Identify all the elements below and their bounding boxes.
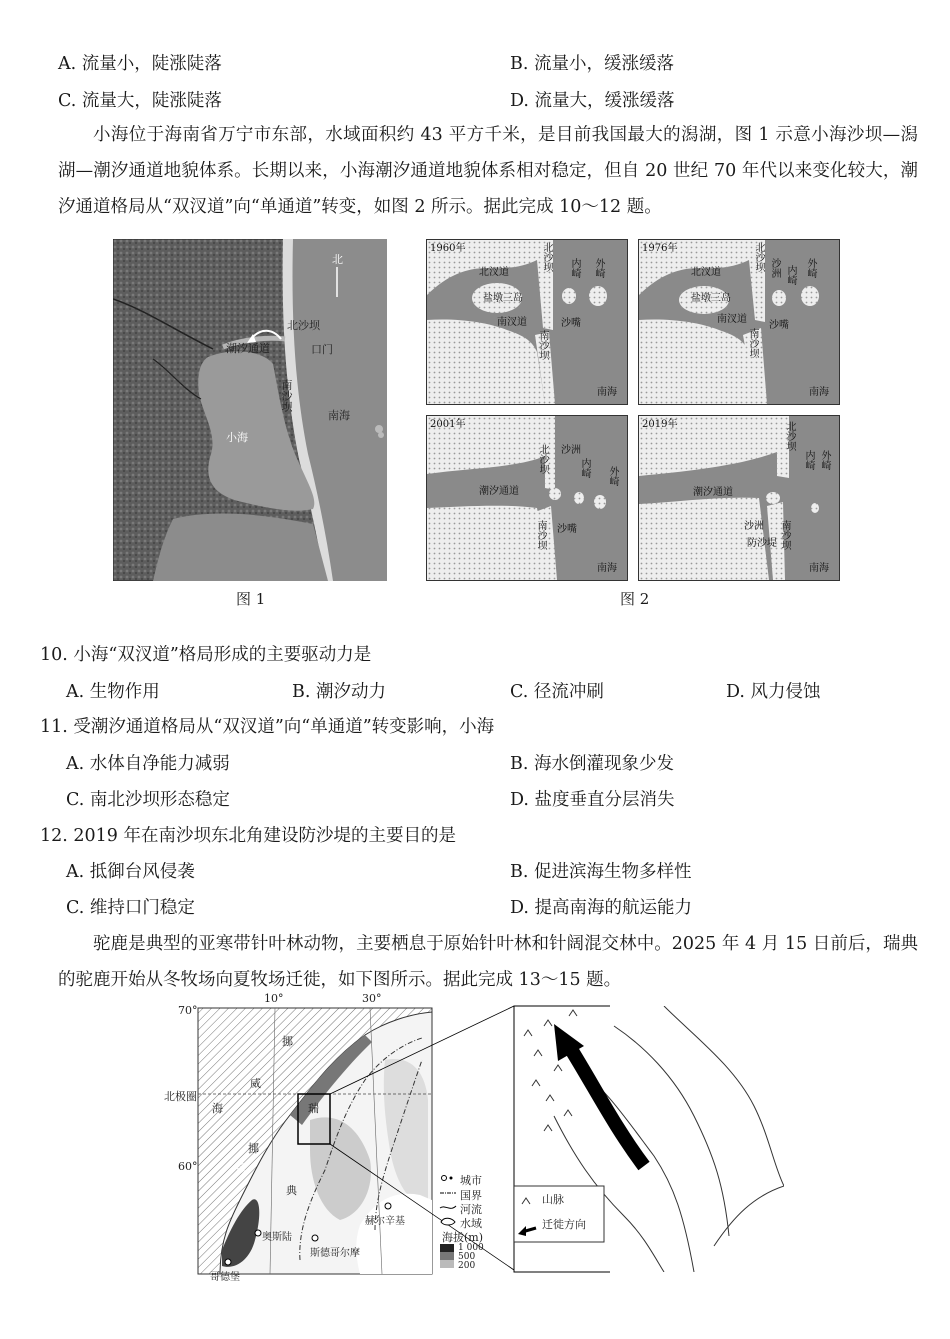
q11-option-b: B. 海水倒灌现象少发 — [510, 754, 674, 774]
label-shazui: 沙嘴 — [769, 320, 789, 331]
label-neiqi: 内崎 — [579, 458, 590, 478]
label-beishaba: 北沙坝 — [784, 421, 795, 451]
legend-200: 200 — [458, 1261, 476, 1271]
q11-option-c: C. 南北沙坝形态稳定 — [66, 790, 230, 810]
label-beishaba: 北沙坝 — [753, 242, 764, 272]
legend-city: 城市 — [460, 1174, 482, 1187]
fig1-nanhai-label: 南海 — [328, 409, 350, 422]
q11-option-a: A. 水体自净能力减弱 — [66, 754, 230, 774]
q12-option-b: B. 促进滨海生物多样性 — [510, 862, 692, 882]
norway-label-2: 威 — [250, 1077, 261, 1090]
q9-option-c: C. 流量大，陡涨陡落 — [58, 91, 222, 111]
city-oslo: 奥斯陆 — [262, 1232, 292, 1243]
lat-70-label: 70° — [178, 1004, 198, 1017]
q9-option-d: D. 流量大，缓涨缓落 — [510, 91, 675, 111]
label-nanchadao: 南汊道 — [497, 317, 527, 328]
label-shazui: 沙嘴 — [561, 318, 581, 329]
label-nanhai: 南海 — [597, 563, 617, 574]
label-shazhou: 沙洲 — [744, 521, 764, 532]
label-nanhai: 南海 — [809, 563, 829, 574]
figure-1-caption: 图 1 — [236, 590, 266, 608]
legend-water: 水域 — [460, 1217, 482, 1230]
label-shazui: 沙嘴 — [557, 524, 577, 535]
q9-option-a: A. 流量小，陡涨陡落 — [58, 54, 222, 74]
panel-1960 — [426, 239, 628, 405]
q12-option-d: D. 提高南海的航运能力 — [510, 898, 693, 918]
fig1-xiaohai-label: 小海 — [226, 431, 248, 444]
label-beichadao: 北汊道 — [479, 267, 509, 278]
lon-30-label: 30° — [362, 992, 382, 1005]
label-yandun: 盐墩三岛 — [691, 293, 731, 304]
label-waiqi: 外崎 — [805, 258, 816, 278]
q10-option-a: A. 生物作用 — [66, 682, 160, 702]
panel-2001 — [426, 415, 628, 581]
label-waiqi: 外崎 — [593, 258, 604, 278]
norway-label-4: 威 — [236, 1162, 247, 1175]
q10-option-d: D. 风力侵蚀 — [726, 682, 821, 702]
norway-label-3: 挪 — [248, 1142, 259, 1155]
inset-legend-mountain: 山脉 — [542, 1193, 564, 1206]
q10-option-c: C. 径流冲刷 — [510, 682, 604, 702]
figure-2-caption: 图 2 — [620, 590, 650, 608]
label-neiqi: 内崎 — [803, 450, 814, 470]
sweden-label-2: 典 — [286, 1184, 297, 1197]
label-nanshaba: 南沙坝 — [779, 520, 790, 550]
panel-1960-year: 1960年 — [430, 243, 466, 254]
label-nanchadao: 南汊道 — [717, 314, 747, 325]
label-chaoxi: 潮汐通道 — [693, 487, 733, 498]
north-label: 北 — [332, 253, 343, 266]
norway-label-1: 挪 — [282, 1035, 293, 1048]
legend-river: 河流 — [460, 1203, 482, 1216]
q12-stem: 12. 2019 年在南沙坝东北角建设防沙堤的主要目的是 — [40, 826, 456, 846]
panel-2019 — [638, 415, 840, 581]
label-nanhai: 南海 — [809, 387, 829, 398]
legend-elevation: 海拔(m) — [442, 1231, 484, 1244]
q12-option-a: A. 抵御台风侵袭 — [66, 862, 195, 882]
q10-stem: 10. 小海“双汊道”格局形成的主要驱动力是 — [40, 645, 372, 665]
label-waiqi: 外崎 — [819, 450, 830, 470]
panel-1976 — [638, 239, 840, 405]
panel-2001-year: 2001年 — [430, 419, 466, 430]
inset-map — [514, 1006, 784, 1272]
label-beichadao: 北汊道 — [691, 267, 721, 278]
q12-option-c: C. 维持口门稳定 — [66, 898, 195, 918]
label-neiqi: 内崎 — [569, 258, 580, 278]
city-gothenburg: 哥德堡 — [210, 1272, 240, 1283]
arctic-circle-label: 北极圈 — [164, 1090, 197, 1103]
label-yandun: 盐墩三岛 — [483, 293, 523, 304]
label-nanshaba: 南沙坝 — [537, 330, 548, 360]
label-beishaba: 北沙坝 — [541, 242, 552, 272]
q11-stem: 11. 受潮汐通道格局从“双汊道”向“单通道”转变影响，小海 — [40, 717, 495, 737]
figure-1-satellite — [113, 239, 387, 581]
label-chaoxi: 潮汐通道 — [479, 486, 519, 497]
fig1-koumen-label: 口门 — [311, 343, 333, 356]
q10-option-b: B. 潮汐动力 — [292, 682, 386, 702]
label-waiqi: 外崎 — [607, 466, 618, 486]
lon-10-label: 10° — [264, 992, 284, 1005]
label-shazhou: 沙洲 — [561, 445, 581, 456]
fig1-beishaba-label: 北沙坝 — [287, 319, 320, 332]
label-shazhou: 沙洲 — [769, 258, 780, 278]
panel-1976-year: 1976年 — [642, 243, 678, 254]
label-nanshaba: 南沙坝 — [535, 520, 546, 550]
q9-option-b: B. 流量小，缓涨缓落 — [510, 54, 674, 74]
sweden-label-1: 瑞 — [308, 1102, 319, 1115]
figure-3-map — [160, 992, 610, 1334]
passage-moose: 驼鹿是典型的亚寒带针叶林动物，主要栖息于原始针叶林和针阔混交林中。2025 年 4 月 15 日前后，瑞典的驼鹿开始从冬牧场向夏牧场迁徙，如下图所示。据此完成 13～15 题。 — [58, 934, 918, 990]
label-nanshaba: 南沙坝 — [747, 328, 758, 358]
fig1-chaoxi-label: 潮汐通道 — [226, 342, 270, 355]
label-neiqi: 内崎 — [785, 265, 796, 285]
city-stockholm: 斯德哥尔摩 — [310, 1248, 360, 1259]
q11-option-d: D. 盐度垂直分层消失 — [510, 790, 675, 810]
panel-2019-year: 2019年 — [642, 419, 678, 430]
sea-label: 海 — [212, 1102, 223, 1115]
lat-60-label: 60° — [178, 1160, 198, 1173]
passage-xiaohai: 小海位于海南省万宁市东部，水域面积约 43 平方千米，是目前我国最大的潟湖，图 1 示意小海沙坝—潟湖—潮汐通道地貌体系。长期以来，小海潮汐通道地貌体系相对稳定，但自 20 世纪 70 年代以来变化较大，潮汐通道格局从“双汊道”向“单通道”转变，如图 2 所示。据此完成 10～12 题。 — [58, 125, 918, 217]
fig1-nanshaba-label: 南沙坝 — [280, 379, 293, 412]
label-fangshadi: 防沙堤 — [747, 538, 777, 549]
city-helsinki: 赫尔辛基 — [365, 1216, 405, 1227]
label-beishaba: 北沙坝 — [537, 444, 548, 474]
legend-500: 500 — [458, 1252, 476, 1262]
legend-1000: 1 000 — [458, 1243, 484, 1253]
label-nanhai: 南海 — [597, 387, 617, 398]
inset-legend-migration: 迁徙方向 — [542, 1218, 586, 1231]
legend-border: 国界 — [460, 1189, 482, 1202]
